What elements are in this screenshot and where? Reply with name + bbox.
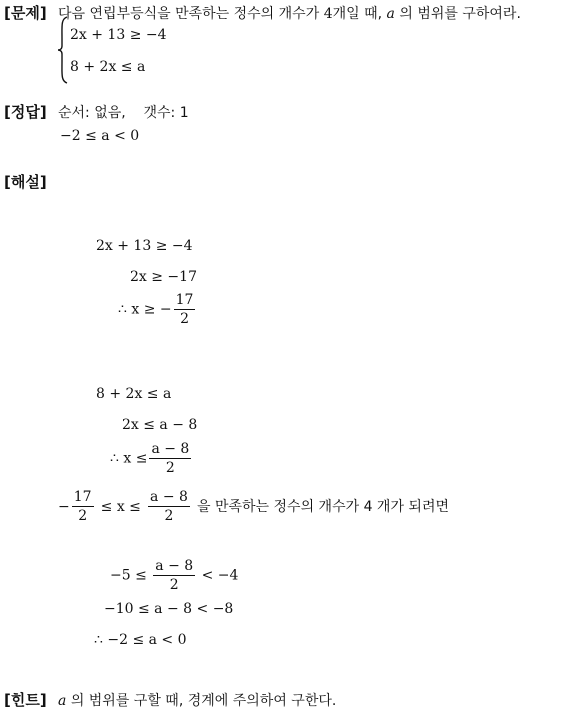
- condition-inequality: ≤ x ≤: [100, 499, 141, 515]
- solution-step-2-3-lhs: ∴ x ≤: [110, 450, 148, 467]
- system-brace: [57, 16, 69, 84]
- problem-statement: [58, 3, 521, 23]
- problem-count: 4: [323, 6, 333, 22]
- fraction-17-over-2: $\frac{17}{2}$: [175, 292, 194, 327]
- solution-step-1-2: 2x ≥ −17: [130, 269, 197, 285]
- answer-math: −2 ≤ a < 0: [60, 128, 140, 144]
- hint-var-a: a: [58, 693, 67, 709]
- hint-body: 의 범위를 구할 때, 경계에 주의하여 구한다.: [70, 693, 337, 709]
- fraction-a-minus-8-over-2-b: $\frac{a - 8}{2}$: [155, 558, 194, 593]
- problem-text-1: 다음 연립부등식을 만족하는 정수의 개수가: [58, 6, 320, 22]
- solution-step-3-3: ∴ −2 ≤ a < 0: [94, 632, 187, 648]
- condition-fraction-2: $\frac{a - 8}{2}$: [150, 489, 188, 524]
- solution-step-1-3-lhs: ∴ x ≥ −: [118, 301, 172, 318]
- solution-condition: [58, 489, 449, 524]
- system-equation-2: 8 + 2x ≤ a: [70, 59, 146, 75]
- solution-label: [해설]: [4, 173, 47, 191]
- condition-minus: −: [58, 499, 70, 515]
- answer-text: 순서: 없음, 갯수: 1: [58, 105, 189, 121]
- answer-label: [정답]: [4, 103, 47, 121]
- condition-text: 을 만족하는 정수의 개수가 4 개가 되려면: [197, 499, 449, 515]
- solution-step-2-3: [110, 441, 193, 476]
- problem-text-2: 개일 때,: [332, 6, 383, 22]
- condition-fraction-1: $\frac{17}{2}$: [73, 489, 92, 524]
- system-equation-1: 2x + 13 ≥ −4: [70, 27, 167, 43]
- solution-step-1-3: [118, 292, 197, 327]
- fraction-a-minus-8-over-2: $\frac{a - 8}{2}$: [151, 441, 190, 476]
- solution-step-3-1: −5 ≤ $\frac{a - 8}{2}$ < −4: [110, 558, 239, 593]
- solution-step-3-2: −10 ≤ a − 8 < −8: [104, 601, 234, 617]
- problem-var-a: a: [386, 6, 395, 22]
- problem-label: [문제]: [4, 4, 47, 22]
- solution-step-2-1: 8 + 2x ≤ a: [96, 386, 172, 402]
- solution-step-2-2: 2x ≤ a − 8: [122, 417, 198, 433]
- hint-text: [58, 690, 336, 710]
- solution-step-1-1: 2x + 13 ≥ −4: [96, 238, 193, 254]
- hint-label: [힌트]: [4, 691, 47, 709]
- problem-text-3: 의 범위를 구하여라.: [399, 6, 521, 22]
